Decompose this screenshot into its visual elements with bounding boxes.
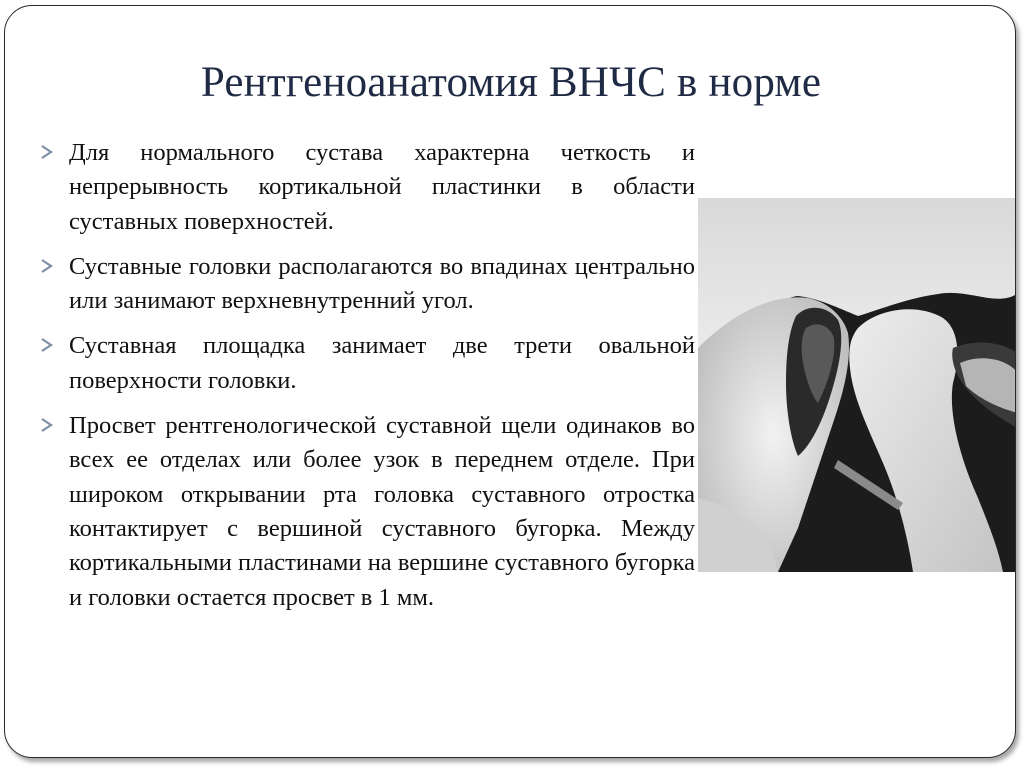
bullet-text: Для нормального сустава характерна четкость и непрерывность кортикальной пластинки в области суставных поверхностей. [69, 139, 695, 235]
chevron-right-icon [37, 252, 59, 280]
chevron-right-icon [37, 331, 59, 359]
slide-frame [4, 5, 1016, 758]
slide-title: Рентгеноанатомия ВНЧС в норме [200, 59, 822, 106]
tmj-xray-image [698, 198, 1016, 572]
chevron-right-icon [37, 411, 59, 439]
bullet-text: Просвет рентгенологической суставной щели одинаков во всех ее отделах или более узок в переднем отделе. При широком открывании рта головка суставного отростка контактирует с вершиной суставного бугорка. Между кортикальными пластинами на вершине суставного бугорка и головки остается просвет в 1 мм. [69, 412, 695, 611]
bullet-item [35, 136, 695, 239]
bullet-item [35, 409, 695, 615]
bullet-item [35, 329, 695, 398]
bullet-item [35, 250, 695, 319]
bullet-list [35, 136, 695, 626]
chevron-right-icon [37, 138, 59, 166]
bullet-text: Суставная площадка занимает две трети овальной поверхности головки. [69, 332, 695, 394]
bullet-text: Суставные головки располагаются во впадинах центрально или занимают верхневнутренний угол. [69, 252, 695, 315]
